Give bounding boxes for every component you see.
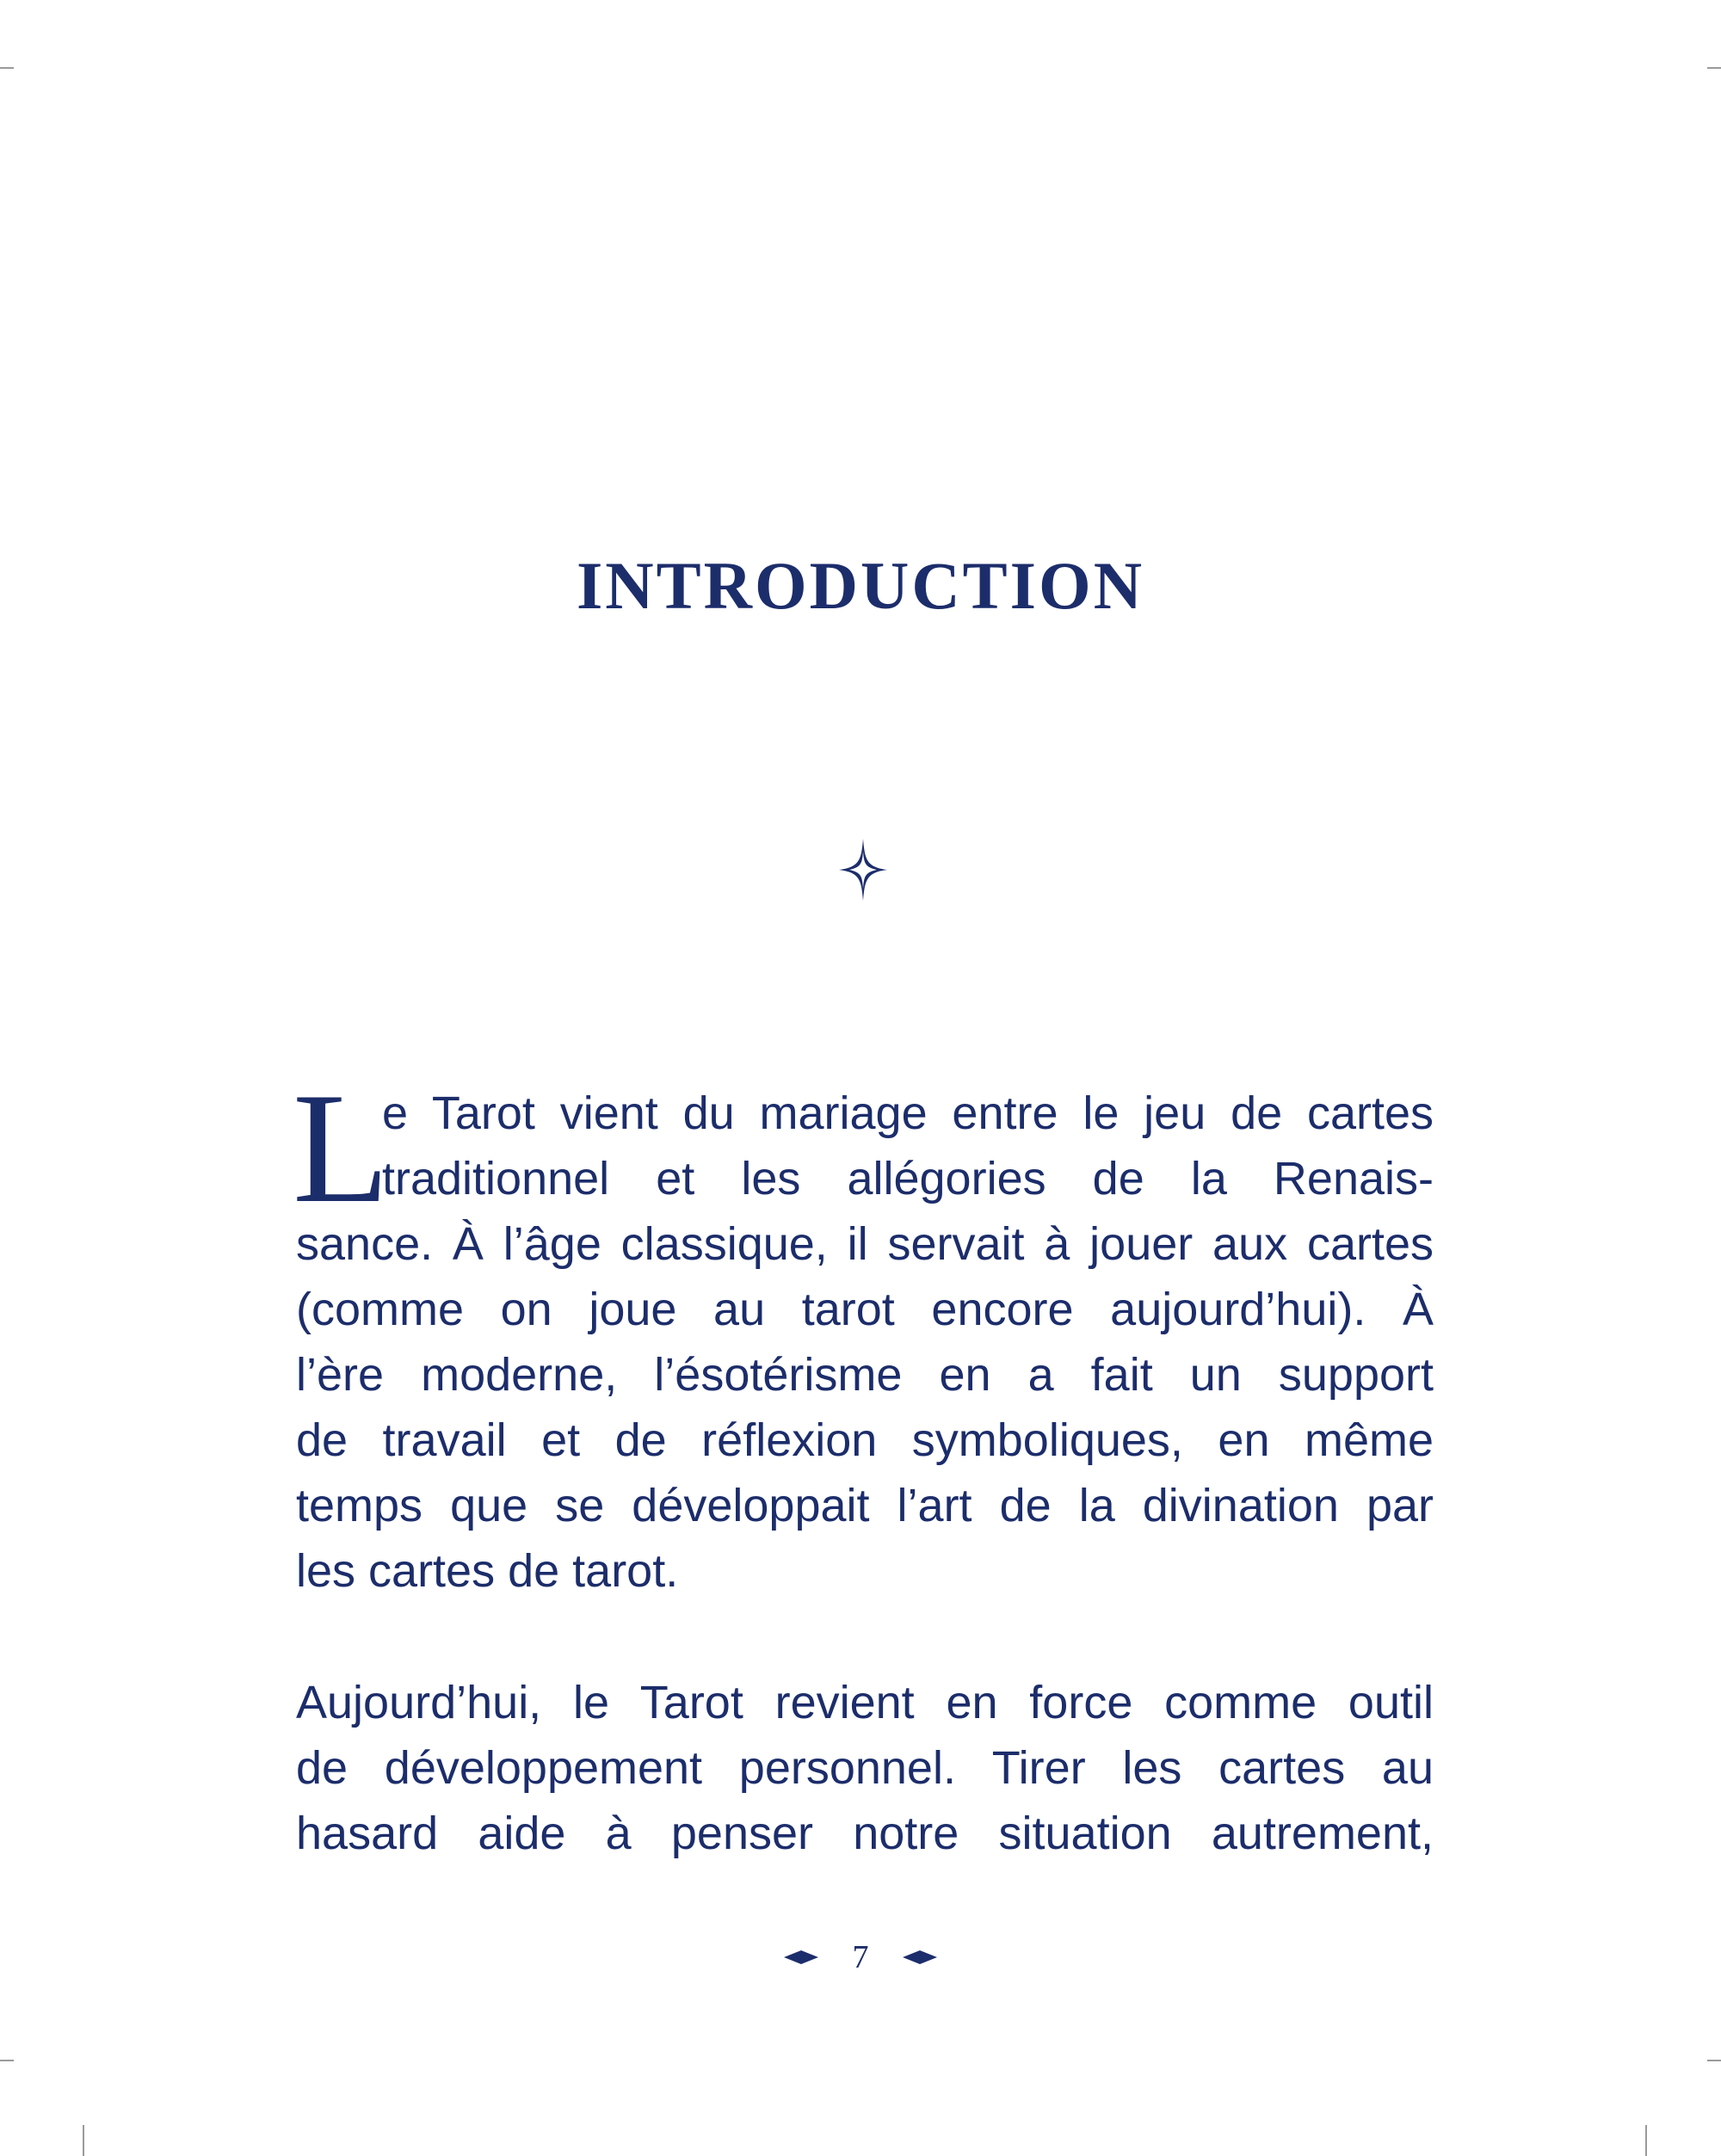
paragraph-2: [296, 1670, 1434, 1866]
paragraph-1: [296, 1081, 1434, 1604]
text-line: sance. À l’âge classique, il servait à jouer aux cartes: [296, 1218, 1434, 1270]
text-line: de travail et de réflexion symboliques, en même: [296, 1414, 1434, 1466]
text-line: de développement personnel. Tirer les cartes au: [296, 1742, 1434, 1794]
text-line: temps que se développait l’art de la divination par: [296, 1480, 1434, 1531]
page-folio: [0, 1936, 1721, 1979]
text-line: (comme on joue au tarot encore aujourd’hui). À: [296, 1284, 1434, 1335]
page-number: 7: [852, 1939, 869, 1975]
chapter-title: INTRODUCTION: [576, 548, 1145, 623]
text-line: traditionnel et les allégories de la Renais-: [382, 1153, 1434, 1204]
crop-mark: [1707, 67, 1721, 69]
drop-cap: L: [293, 1060, 390, 1235]
crop-mark: [0, 67, 14, 69]
crop-mark: [1707, 2060, 1721, 2061]
crop-mark: [1645, 2125, 1647, 2156]
diamond-icon: [784, 1950, 818, 1964]
text-line: e Tarot vient du mariage entre le jeu de cartes: [382, 1087, 1434, 1139]
text-line: les cartes de tarot.: [296, 1545, 679, 1597]
crop-mark: [83, 2125, 84, 2156]
four-point-star-icon: [839, 839, 887, 901]
crop-mark: [0, 2060, 14, 2061]
diamond-icon: [903, 1950, 937, 1964]
text-line: Aujourd’hui, le Tarot revient en force comme outil: [296, 1677, 1434, 1728]
text-line: l’ère moderne, l’ésotérisme en a fait un support: [296, 1349, 1434, 1401]
text-line: hasard aide à penser notre situation autrement,: [296, 1808, 1434, 1859]
